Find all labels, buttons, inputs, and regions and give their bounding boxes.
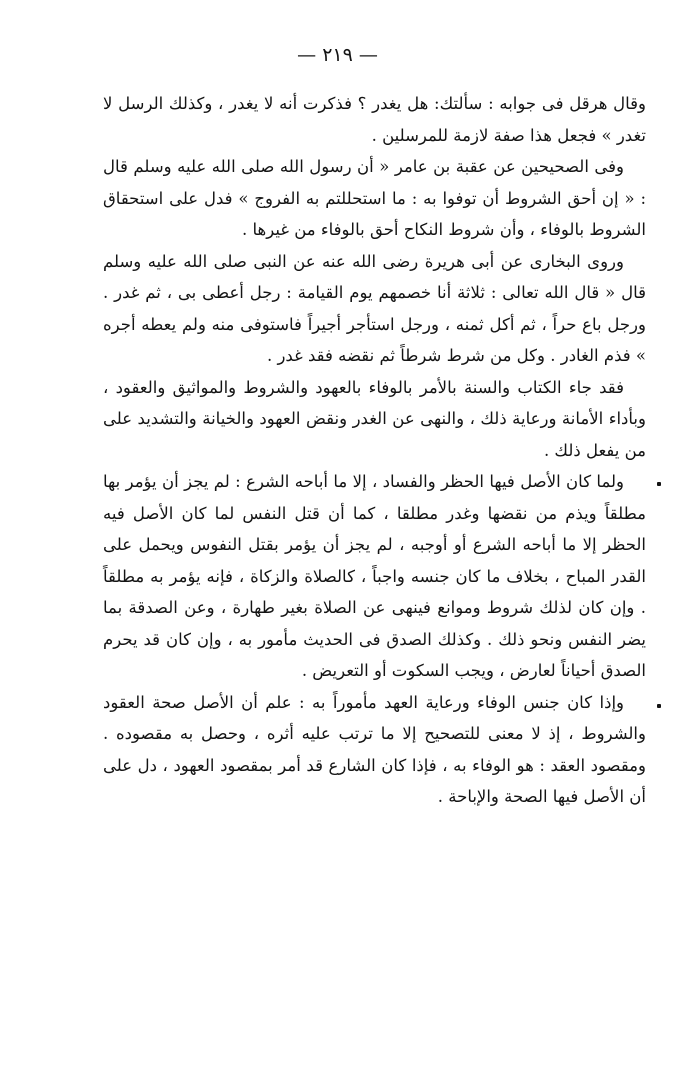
- margin-dot-mark: [657, 704, 661, 708]
- margin-dot-mark: [657, 482, 661, 486]
- paragraph-conclusion: [103, 687, 646, 813]
- paragraph-text: وروى البخارى عن أبى هريرة رضى الله عنه عن النبى صلى الله عليه وسلم قال « قال الله تعالى : ثلاثة أنا خصمهم يوم القيامة : رجل أعطى بى ، ثم غدر . ورجل باع حراً ، ثم أكل ثمنه ، ورجل استأجر أجيراً فاستوفى منه ولم يعطه أجره » فذم الغادر . وكل من شرط شرطاً ثم نقضه فقد غدر .: [103, 251, 646, 365]
- page-body: [103, 88, 646, 813]
- paragraph-bukhari: [103, 246, 646, 372]
- paragraph-text: وفى الصحيحين عن عقبة بن عامر « أن رسول الله صلى الله عليه وسلم قال : « إن أحق الشروط أن توفوا به : ما استحللتم به الفروج » فدل على استحقاق الشروط بالوفاء ، وأن شروط النكاح أحق بالوفاء من غيرها .: [103, 157, 646, 239]
- paragraph-text: وإذا كان جنس الوفاء ورعاية العهد مأموراً به : علم أن الأصل صحة العقود والشروط ، إذ لا معنى للتصحيح إلا ما ترتب عليه أثره ، وحصل به مقصوده . ومقصود العقد : هو الوفاء به ، فإذا كان الشارع قد أمر بمقصود العهود ، دل على أن الأصل فيها الصحة والإباحة .: [103, 692, 646, 806]
- paragraph-covenants: [103, 372, 646, 467]
- paragraph-principle: [103, 466, 646, 687]
- paragraph-text: ولما كان الأصل فيها الحظر والفساد ، إلا ما أباحه الشرع : لم يجز أن يؤمر بها مطلقاً ويذم من نقضها وغدر مطلقا ، كما أن قتل النفس لما كان الأصل فيه الحظر إلا ما أباحه الشرع أو أوجبه ، لم يجز أن يؤمر بقتل النفوس ويحمل على القدر المباح ، بخلاف ما كان جنسه واجباً ، كالصلاة والزكاة ، فإنه يؤمر به مطلقاً . وإن كان لذلك شروط وموانع فينهى عن الصلاة بغير طهارة ، وعن الصدقة بما يضر النفس ونحو ذلك . وكذلك الصدق فى الحديث مأمور به ، وإن كان قد يحرم الصدق أحياناً لعارض ، ويجب السكوت أو التعريض .: [103, 472, 646, 680]
- page-number: — ٢١٩ —: [297, 44, 378, 66]
- paragraph-sahihayn: [103, 151, 646, 246]
- paragraph-text: فقد جاء الكتاب والسنة بالأمر بالوفاء بالعهود والشروط والمواثيق والعقود ، وبأداء الأمانة ورعاية ذلك ، والنهى عن الغدر ونقض العهود والخيانة والتشديد على من يفعل ذلك .: [103, 377, 646, 460]
- paragraph-heraclius: وقال هرقل فى جوابه : سألتك: هل يغدر ؟ فذكرت أنه لا يغدر ، وكذلك الرسل لا تغدر » فجعل هذا صفة لازمة للمرسلين .: [103, 94, 646, 145]
